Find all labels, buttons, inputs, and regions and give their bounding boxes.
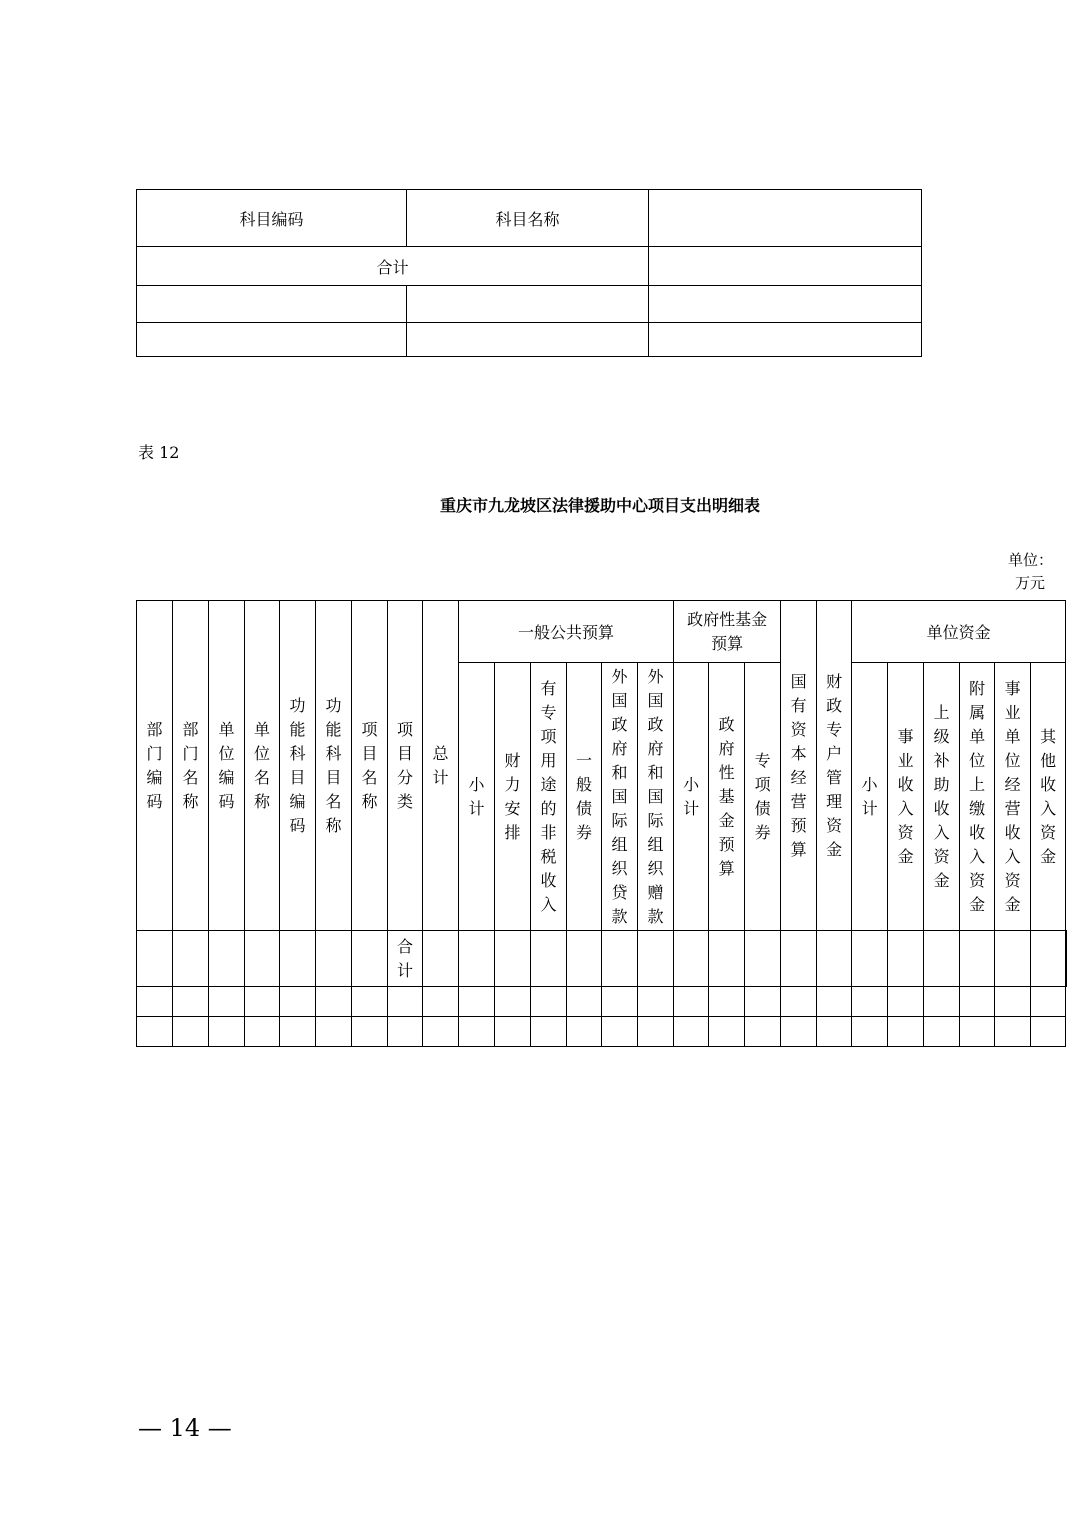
table-row (137, 286, 922, 323)
col-gf-fund: 政府性基金预算 (709, 663, 745, 931)
table-row (137, 323, 922, 357)
col-uf-business: 事业收入资金 (888, 663, 924, 931)
col-gf-bond: 专项债券 (745, 663, 781, 931)
col-unit-name: 单位名称 (245, 601, 280, 931)
col-proj-type: 项目分类 (388, 601, 423, 931)
group-unit-funds: 单位资金 (852, 601, 1066, 663)
col-gb-nontax: 有专项用途的非税收入 (531, 663, 567, 931)
col-unit-code: 单位编码 (209, 601, 245, 931)
header-subject-name: 科目名称 (407, 190, 649, 247)
page-number: — 14 — (138, 1414, 232, 1442)
col-total: 总计 (423, 601, 459, 931)
col-uf-subtotal: 小计 (852, 663, 888, 931)
table-label: 表 12 (138, 443, 180, 462)
col-gf-subtotal: 小计 (674, 663, 709, 931)
col-func-name: 功能科目名称 (316, 601, 352, 931)
col-uf-affiliated: 附属单位上缴收入资金 (960, 663, 995, 931)
col-fiscal-special: 财政专户管理资金 (817, 601, 852, 931)
total-row-label: 合计 (388, 931, 423, 987)
page-title: 重庆市九龙坡区法律援助中心项目支出明细表 (440, 496, 761, 515)
total-label: 合计 (137, 247, 649, 286)
table-row (137, 1017, 1067, 1047)
header-amount (649, 190, 922, 247)
col-gb-subtotal: 小计 (459, 663, 495, 931)
project-expense-table (136, 600, 1067, 1047)
unit-label: 单位： (1008, 551, 1054, 569)
group-general-budget: 一般公共预算 (459, 601, 674, 663)
table-row (137, 987, 1067, 1017)
col-proj-name: 项目名称 (352, 601, 388, 931)
total-value (649, 247, 922, 286)
col-uf-subsidy: 上级补助收入资金 (924, 663, 960, 931)
group-gov-fund-budget: 政府性基金预算 (674, 601, 781, 663)
header-subject-code: 科目编码 (137, 190, 407, 247)
col-state-capital: 国有资本经营预算 (781, 601, 817, 931)
col-uf-operating: 事业单位经营收入资金 (995, 663, 1031, 931)
col-dept-name: 部门名称 (173, 601, 209, 931)
col-uf-other: 其他收入资金 (1031, 663, 1066, 931)
total-row (137, 931, 1067, 987)
col-dept-code: 部门编码 (137, 601, 173, 931)
subject-table (136, 189, 922, 357)
col-gb-bond: 一般债券 (567, 663, 602, 931)
col-func-code: 功能科目编码 (280, 601, 316, 931)
unit-value: 万元 (1015, 574, 1046, 592)
col-gb-foreign-loan: 外国政府和国际组织贷款 (602, 663, 638, 931)
col-gb-foreign-grant: 外国政府和国际组织赠款 (638, 663, 674, 931)
col-gb-fiscal: 财力安排 (495, 663, 531, 931)
